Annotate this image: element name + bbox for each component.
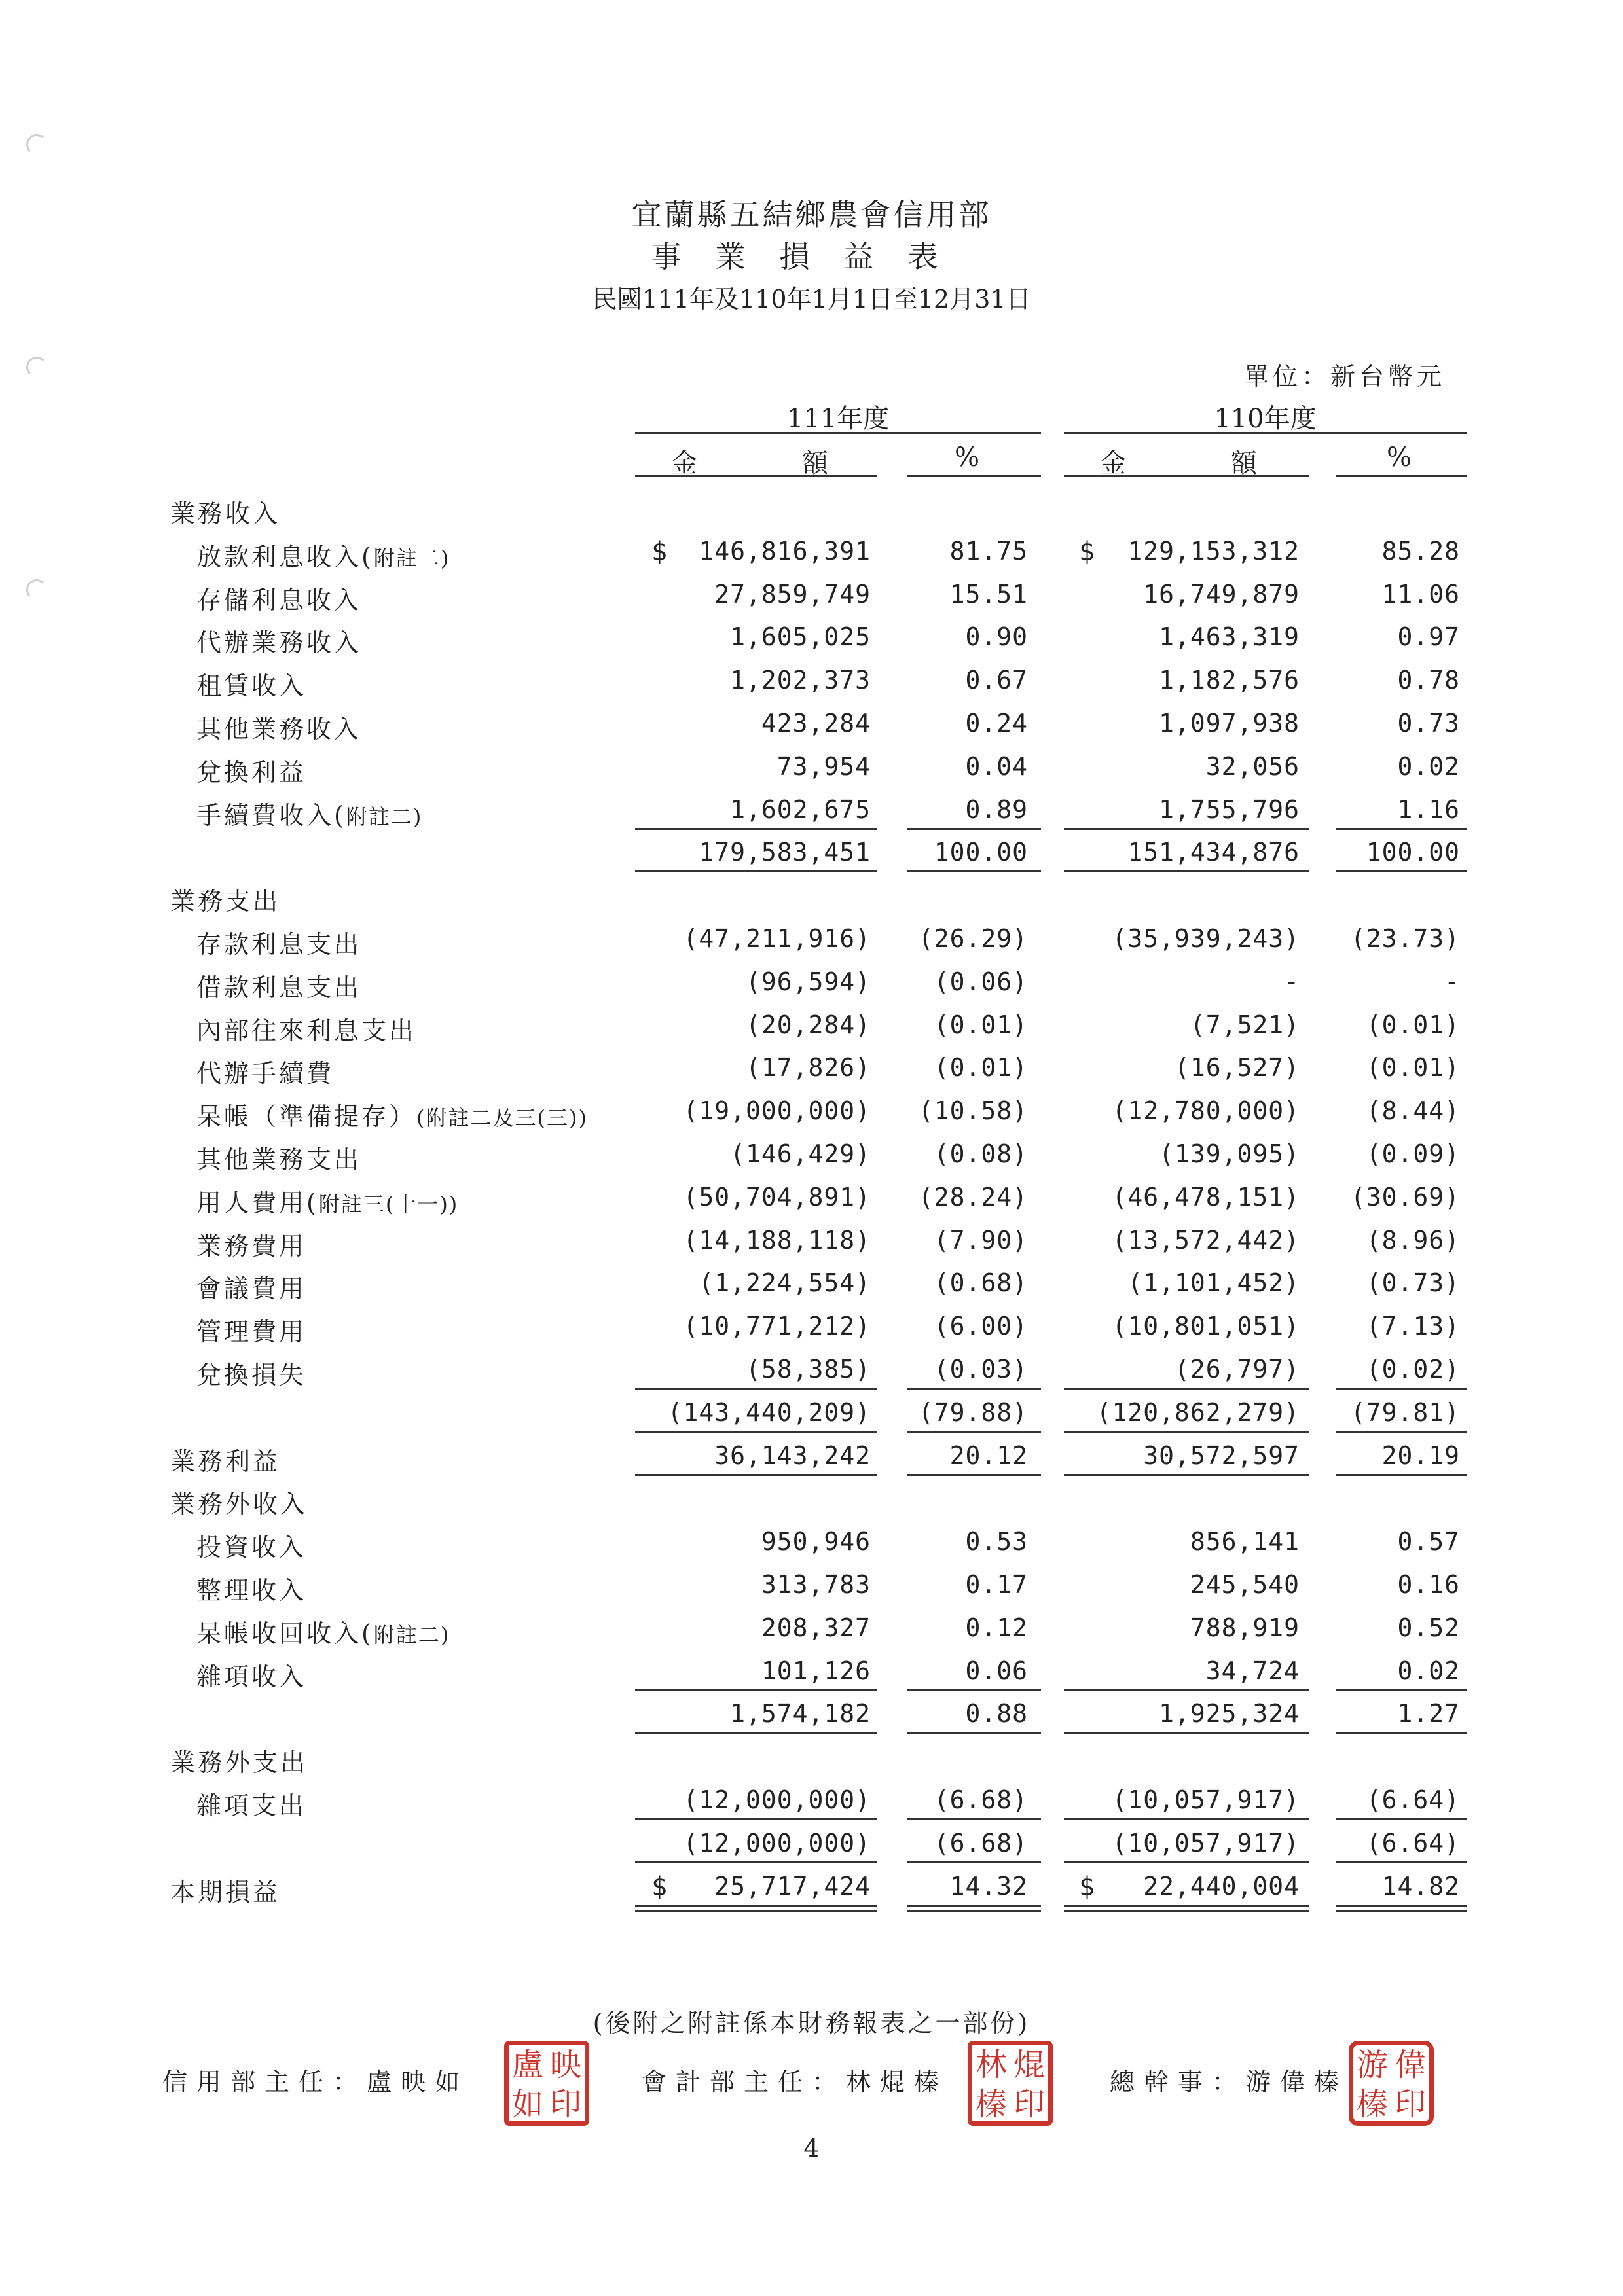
- signature-general-manager: 總幹事：游偉榛: [1110, 2068, 1349, 2096]
- amount-cell: 1,925,324: [1159, 1699, 1300, 1729]
- subtotal-underline: [907, 1388, 1041, 1390]
- percent-cell: (0.73): [1366, 1268, 1460, 1298]
- row-label: 兌換利益: [196, 757, 307, 787]
- percent-cell: (0.09): [1366, 1139, 1460, 1168]
- percent-cell: 0.89: [965, 795, 1028, 824]
- amount-cell: (50,704,891): [683, 1182, 871, 1211]
- percent-cell: 20.19: [1381, 1441, 1460, 1470]
- percent-cell: (28.24): [918, 1182, 1028, 1211]
- amount-cell: (47,211,916): [683, 924, 871, 953]
- row-label: 雜項支出: [196, 1791, 307, 1820]
- amount-header-2-underline: [1064, 475, 1309, 477]
- amount-header-1-underline: [635, 475, 877, 477]
- row-label: 業務利益: [170, 1446, 281, 1476]
- subtotal-underline: [1336, 1388, 1467, 1390]
- percent-cell: (6.00): [934, 1312, 1028, 1341]
- row-label: 其他業務支出: [196, 1145, 362, 1174]
- row-label: 兌換損失: [196, 1361, 307, 1390]
- seal-character: 偉: [1394, 2047, 1426, 2083]
- percent-cell: 0.53: [965, 1527, 1028, 1556]
- percent-cell: 0.57: [1397, 1527, 1460, 1556]
- dollar-sign: $: [651, 536, 668, 567]
- amount-cell: (12,000,000): [683, 1785, 871, 1814]
- subtotal-underline: [635, 1431, 877, 1433]
- period-subtitle: 民國111年及110年1月1日至12月31日: [592, 285, 1031, 314]
- percent-header-1-underline: [907, 475, 1041, 477]
- punch-hole-mark: [26, 357, 47, 378]
- subtotal-underline: [1064, 870, 1309, 872]
- total-double-underline: [907, 1905, 1041, 1912]
- row-label: 借款利息支出: [196, 973, 362, 1002]
- subtotal-underline: [907, 1732, 1041, 1734]
- row-note: 附註二): [373, 1622, 450, 1647]
- percent-cell: (79.81): [1350, 1397, 1460, 1427]
- subtotal-underline: [907, 828, 1041, 830]
- row-label: 會議費用: [196, 1274, 307, 1304]
- amount-cell: 1,202,373: [730, 666, 871, 695]
- subtotal-underline: [907, 1818, 1041, 1820]
- row-label: 業務收入: [170, 499, 281, 528]
- percent-header-2: %: [1387, 442, 1412, 473]
- seal-character: 盧: [511, 2047, 543, 2083]
- row-note: 附註二): [346, 804, 423, 829]
- percent-cell: (30.69): [1350, 1182, 1460, 1211]
- row-label: 業務外收入: [170, 1490, 308, 1519]
- amount-cell: (26,797): [1174, 1355, 1300, 1384]
- amount-cell: 151,434,876: [1127, 838, 1300, 867]
- percent-cell: 14.82: [1381, 1871, 1460, 1901]
- subtotal-underline: [635, 828, 877, 830]
- dollar-sign: $: [1079, 536, 1095, 567]
- subtotal-underline: [635, 870, 877, 872]
- year2-header: 110年度: [1214, 404, 1317, 434]
- amount-cell: (10,801,051): [1112, 1312, 1300, 1341]
- punch-hole-mark: [26, 579, 47, 600]
- amount-header-2: 金 額: [1100, 448, 1257, 478]
- amount-cell: (35,939,243): [1112, 924, 1300, 953]
- percent-cell: 0.97: [1397, 622, 1460, 652]
- percent-cell: 81.75: [949, 536, 1028, 565]
- amount-cell: (19,000,000): [683, 1096, 871, 1126]
- subtotal-underline: [635, 1861, 877, 1863]
- row-label: 投資收入: [196, 1533, 307, 1562]
- amount-cell: 36,143,242: [714, 1441, 871, 1470]
- amount-cell: 208,327: [761, 1613, 871, 1642]
- percent-cell: (0.03): [934, 1355, 1028, 1384]
- row-label: 代辦業務收入: [196, 628, 362, 658]
- amount-cell: 245,540: [1190, 1570, 1300, 1599]
- percent-cell: 0.88: [965, 1699, 1028, 1729]
- percent-cell: (23.73): [1350, 924, 1460, 953]
- row-note: (附註二及三(三)): [416, 1105, 588, 1131]
- organization-title: 宜蘭縣五結鄉農會信用部: [631, 197, 992, 232]
- amount-cell: (1,101,452): [1127, 1268, 1300, 1298]
- signature-credit-director: 信用部主任：盧映如: [162, 2068, 469, 2096]
- amount-cell: 1,755,796: [1159, 795, 1300, 824]
- footnote: (後附之附註係本財務報表之一部份): [593, 2009, 1030, 2037]
- total-double-underline: [1336, 1905, 1467, 1912]
- amount-cell: (10,771,212): [683, 1312, 871, 1341]
- percent-cell: 0.12: [965, 1613, 1028, 1642]
- amount-cell: (143,440,209): [667, 1397, 871, 1427]
- percent-cell: (8.96): [1366, 1225, 1460, 1255]
- percent-cell: (6.64): [1366, 1828, 1460, 1857]
- percent-cell: (8.44): [1366, 1096, 1460, 1126]
- subtotal-underline: [1336, 1818, 1467, 1820]
- subtotal-underline: [1064, 1388, 1309, 1390]
- percent-header-2-underline: [1336, 475, 1467, 477]
- amount-cell: 1,463,319: [1159, 622, 1300, 652]
- percent-cell: 11.06: [1381, 579, 1460, 609]
- percent-cell: 0.73: [1397, 709, 1460, 738]
- percent-cell: 0.06: [965, 1656, 1028, 1685]
- amount-cell: (13,572,442): [1112, 1225, 1300, 1255]
- subtotal-underline: [1064, 1474, 1309, 1476]
- percent-cell: 0.04: [965, 751, 1028, 781]
- row-note: 附註三(十一)): [318, 1191, 459, 1217]
- total-double-underline: [1064, 1905, 1309, 1912]
- percent-cell: 0.52: [1397, 1613, 1460, 1642]
- percent-cell: (10.58): [918, 1096, 1028, 1126]
- row-label: 內部往來利息支出: [196, 1016, 417, 1045]
- subtotal-underline: [635, 1732, 877, 1734]
- amount-cell: 73,954: [776, 751, 871, 781]
- seal-character: 游: [1356, 2047, 1388, 2083]
- subtotal-underline: [1336, 1689, 1467, 1691]
- amount-header-1: 金 額: [671, 448, 828, 478]
- percent-cell: (0.06): [934, 967, 1028, 996]
- subtotal-underline: [1336, 1861, 1467, 1863]
- amount-cell: (20,284): [745, 1010, 871, 1039]
- percent-cell: 0.67: [965, 666, 1028, 695]
- row-label: 用人費用(附註三(十一)): [196, 1188, 459, 1217]
- percent-cell: (6.64): [1366, 1785, 1460, 1814]
- amount-cell: 950,946: [761, 1527, 871, 1556]
- amount-cell: (96,594): [745, 967, 871, 996]
- row-note: 附註二): [373, 545, 450, 571]
- year2-underline: [1064, 432, 1467, 434]
- amount-cell: 34,724: [1205, 1656, 1300, 1685]
- row-label: 租賃收入: [196, 672, 307, 701]
- subtotal-underline: [1064, 1818, 1309, 1820]
- subtotal-underline: [635, 1388, 877, 1390]
- subtotal-underline: [1064, 1431, 1309, 1433]
- total-double-underline: [635, 1905, 877, 1912]
- amount-cell: (14,188,118): [683, 1225, 871, 1255]
- percent-cell: (7.90): [934, 1225, 1028, 1255]
- percent-cell: 1.16: [1397, 795, 1460, 824]
- amount-cell: 16,749,879: [1143, 579, 1300, 609]
- subtotal-underline: [1064, 828, 1309, 830]
- percent-cell: 0.16: [1397, 1570, 1460, 1599]
- amount-cell: (12,780,000): [1112, 1096, 1300, 1126]
- percent-cell: (0.01): [1366, 1053, 1460, 1083]
- amount-cell: 1,574,182: [730, 1699, 871, 1729]
- amount-cell: 101,126: [761, 1656, 871, 1685]
- amount-cell: 129,153,312: [1127, 536, 1300, 565]
- amount-cell: (17,826): [745, 1053, 871, 1083]
- subtotal-underline: [907, 1689, 1041, 1691]
- seal-character: 林: [975, 2047, 1007, 2083]
- percent-cell: 100.00: [934, 838, 1028, 867]
- subtotal-underline: [907, 870, 1041, 872]
- currency-unit: 單位：新台幣元: [1244, 362, 1446, 391]
- percent-cell: 15.51: [949, 579, 1028, 609]
- percent-cell: 14.32: [949, 1871, 1028, 1901]
- subtotal-underline: [907, 1474, 1041, 1476]
- subtotal-underline: [635, 1689, 877, 1691]
- percent-cell: 0.02: [1397, 751, 1460, 781]
- amount-cell: 423,284: [761, 709, 871, 738]
- amount-cell: 313,783: [761, 1570, 871, 1599]
- row-label: 管理費用: [196, 1318, 307, 1347]
- percent-cell: 0.24: [965, 709, 1028, 738]
- subtotal-underline: [1064, 1861, 1309, 1863]
- subtotal-underline: [635, 1474, 877, 1476]
- row-label: 存款利息支出: [196, 930, 362, 959]
- amount-cell: (7,521): [1190, 1010, 1300, 1039]
- dollar-sign: $: [1079, 1871, 1095, 1902]
- amount-cell: (139,095): [1159, 1139, 1300, 1168]
- subtotal-underline: [907, 1861, 1041, 1863]
- amount-cell: 856,141: [1190, 1527, 1300, 1556]
- amount-cell: -: [1284, 967, 1300, 996]
- percent-cell: 0.90: [965, 622, 1028, 652]
- year1-header: 111年度: [786, 404, 890, 434]
- amount-cell: 788,919: [1190, 1613, 1300, 1642]
- row-label: 放款利息收入(附註二): [196, 542, 450, 571]
- amount-cell: 22,440,004: [1143, 1871, 1300, 1901]
- seal-character: 榛: [975, 2086, 1007, 2123]
- dollar-sign: $: [651, 1871, 668, 1902]
- amount-cell: 1,605,025: [730, 622, 871, 652]
- seal-stamp-general-manager: [1349, 2041, 1434, 2126]
- seal-character: 映: [549, 2047, 581, 2083]
- amount-cell: 30,572,597: [1143, 1441, 1300, 1470]
- subtotal-underline: [1336, 828, 1467, 830]
- amount-cell: (16,527): [1174, 1053, 1300, 1083]
- percent-cell: 0.02: [1397, 1656, 1460, 1685]
- amount-cell: (12,000,000): [683, 1828, 871, 1857]
- percent-cell: (0.01): [1366, 1010, 1460, 1039]
- subtotal-underline: [1336, 1431, 1467, 1433]
- statement-title: 事業損益表: [651, 239, 972, 274]
- amount-cell: 25,717,424: [714, 1871, 871, 1901]
- subtotal-underline: [635, 1818, 877, 1820]
- punch-hole-mark: [26, 134, 47, 155]
- row-label: 業務支出: [170, 887, 281, 916]
- row-label: 其他業務收入: [196, 715, 362, 744]
- seal-character: 印: [1394, 2086, 1426, 2123]
- subtotal-underline: [1336, 870, 1467, 872]
- percent-cell: 100.00: [1366, 838, 1460, 867]
- year1-underline: [635, 432, 1041, 434]
- percent-header-1: %: [955, 442, 980, 473]
- amount-cell: (58,385): [745, 1355, 871, 1384]
- row-label: 手續費收入(附註二): [196, 800, 423, 830]
- row-label: 呆帳（準備提存）(附註二及三(三)): [196, 1102, 588, 1132]
- percent-cell: 20.12: [949, 1441, 1028, 1470]
- row-label: 本期損益: [170, 1877, 281, 1907]
- amount-cell: 179,583,451: [699, 838, 871, 867]
- amount-cell: (10,057,917): [1112, 1785, 1300, 1814]
- row-label: 整理收入: [196, 1576, 307, 1605]
- percent-cell: 1.27: [1397, 1699, 1460, 1729]
- amount-cell: (146,429): [730, 1139, 871, 1168]
- percent-cell: 85.28: [1381, 536, 1460, 565]
- percent-cell: (0.01): [934, 1010, 1028, 1039]
- percent-cell: (0.08): [934, 1139, 1028, 1168]
- amount-cell: 1,602,675: [730, 795, 871, 824]
- amount-cell: 27,859,749: [714, 579, 871, 609]
- signature-accounting-director: 會計部主任：林焜榛: [642, 2068, 949, 2096]
- seal-character: 榛: [1356, 2086, 1388, 2123]
- amount-cell: (46,478,151): [1112, 1182, 1300, 1211]
- page-number: 4: [803, 2134, 820, 2162]
- amount-cell: 32,056: [1205, 751, 1300, 781]
- amount-cell: (10,057,917): [1112, 1828, 1300, 1857]
- seal-stamp-credit-director: [504, 2041, 589, 2126]
- subtotal-underline: [1336, 1732, 1467, 1734]
- percent-cell: (26.29): [918, 924, 1028, 953]
- seal-stamp-accounting-director: [968, 2041, 1053, 2126]
- subtotal-underline: [1064, 1689, 1309, 1691]
- seal-character: 焜: [1013, 2047, 1045, 2083]
- seal-character: 印: [1013, 2086, 1045, 2123]
- amount-cell: 1,097,938: [1159, 709, 1300, 738]
- subtotal-underline: [1336, 1474, 1467, 1476]
- amount-cell: 1,182,576: [1159, 666, 1300, 695]
- percent-cell: 0.17: [965, 1570, 1028, 1599]
- amount-cell: 146,816,391: [699, 536, 871, 565]
- percent-cell: (6.68): [934, 1785, 1028, 1814]
- seal-character: 印: [549, 2086, 581, 2123]
- row-label: 存儲利息收入: [196, 585, 362, 615]
- subtotal-underline: [907, 1431, 1041, 1433]
- percent-cell: (0.68): [934, 1268, 1028, 1298]
- row-label: 業務外支出: [170, 1748, 308, 1778]
- percent-cell: -: [1444, 967, 1460, 996]
- percent-cell: (6.68): [934, 1828, 1028, 1857]
- amount-cell: (1,224,554): [699, 1268, 871, 1298]
- row-label: 代辦手續費: [196, 1059, 335, 1088]
- seal-character: 如: [511, 2086, 543, 2123]
- percent-cell: 0.78: [1397, 666, 1460, 695]
- subtotal-underline: [1064, 1732, 1309, 1734]
- percent-cell: (7.13): [1366, 1312, 1460, 1341]
- percent-cell: (79.88): [918, 1397, 1028, 1427]
- percent-cell: (0.02): [1366, 1355, 1460, 1384]
- percent-cell: (0.01): [934, 1053, 1028, 1083]
- amount-cell: (120,862,279): [1096, 1397, 1300, 1427]
- row-label: 呆帳收回收入(附註二): [196, 1619, 450, 1648]
- row-label: 雜項收入: [196, 1662, 307, 1691]
- row-label: 業務費用: [196, 1231, 307, 1261]
